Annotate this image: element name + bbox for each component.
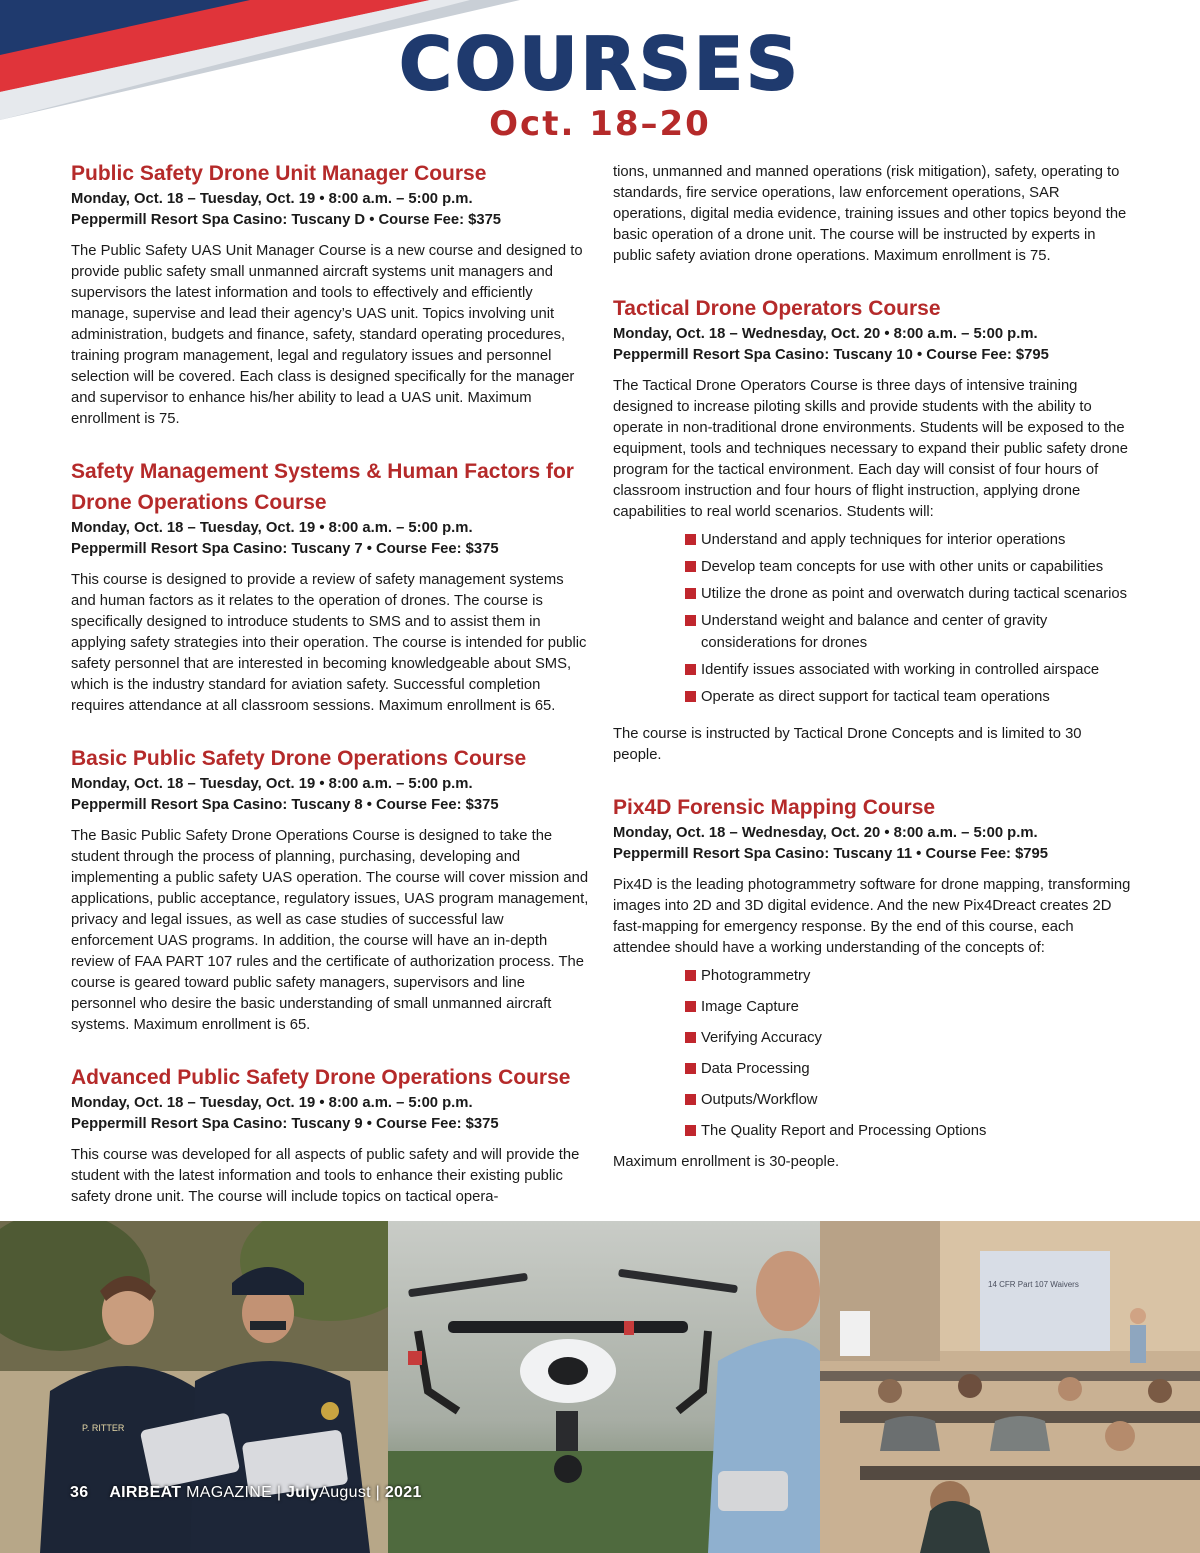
course-advanced-operations <box>71 1062 589 1208</box>
list-item: Understand and apply techniques for interior operations <box>685 529 1133 551</box>
list-item: Operate as direct support for tactical team operations <box>685 686 1133 708</box>
badge-name <box>78 1421 130 1433</box>
course-where: Peppermill Resort Spa Casino: Tuscany 8 • Course Fee: $375 <box>71 797 499 813</box>
magazine-word: MAGAZINE <box>186 1484 273 1501</box>
square-bullet-icon <box>685 1032 696 1043</box>
drone-photo <box>388 1221 820 1553</box>
classroom-photo <box>820 1221 1200 1553</box>
course-when: Monday, Oct. 18 – Tuesday, Oct. 19 • 8:00 a.m. – 5:00 p.m. <box>71 1095 473 1111</box>
course-where: Peppermill Resort Spa Casino: Tuscany 10 • Course Fee: $795 <box>613 347 1049 363</box>
course-title: Safety Management Systems & Human Factors for Drone Operations Course <box>71 460 574 514</box>
list-item: Image Capture <box>685 996 1133 1018</box>
course-description: This course is designed to provide a review of safety management systems and human factors as it relates to the operation of drones. The course is specifically designed to introduce students to SMS and to assist them in applying safety strategies into their operation. The course is intended for public safety personnel that are interested in becoming knowledgeable about SMS, which is the industry standard for aviation safety. Successful completion requires attendance at all classroom sessions. Maximum enrollment is 65. <box>71 572 587 714</box>
course-when: Monday, Oct. 18 – Wednesday, Oct. 20 • 8:00 a.m. – 5:00 p.m. <box>613 326 1038 342</box>
issue-month: July <box>286 1484 320 1501</box>
officers-photo <box>0 1221 388 1553</box>
course-description: The Public Safety UAS Unit Manager Course is a new course and designed to provide public safety small unmanned aircraft systems unit managers and supervisors the latest information and tools to effectively and efficiently manage, supervise and lead their agency’s UAS unit. Topics involving unit administration, budgets and finance, safety, standard operating procedures, training program management, legal and regulatory issues and personnel selection will be covered. Each class is designed specifically for the manager and supervisor to enhance his/her ability to lead a UAS unit. Maximum enrollment is 75. <box>71 243 583 427</box>
course-description: Pix4D is the leading photogrammetry software for drone mapping, transforming images into 2D and 3D digital evidence. And the new Pix4Dreact creates 2D fast-mapping for emergency response. By the end of this course, each attendee should have a working understanding of the concepts of: <box>613 877 1131 956</box>
course-title: Advanced Public Safety Drone Operations Course <box>71 1066 571 1089</box>
square-bullet-icon <box>685 1094 696 1105</box>
page-title: COURSES <box>399 22 801 106</box>
list-item: Identify issues associated with working in controlled airspace <box>685 659 1133 681</box>
page-dates: Oct. 18–20 <box>489 104 711 144</box>
svg-text:P. RITTER: P. RITTER <box>82 1423 125 1433</box>
course-title: Tactical Drone Operators Course <box>613 297 941 320</box>
course-when: Monday, Oct. 18 – Tuesday, Oct. 19 • 8:00 a.m. – 5:00 p.m. <box>71 520 473 536</box>
projector-screen <box>980 1251 1110 1351</box>
course-description-continued: tions, unmanned and manned operations (risk mitigation), safety, operating to standards, fire service operations, law enforcement operations, SAR operations, digital media evidence, training issues and other topics beyond the basic operation of a drone unit. The course will be instructed by experts in public safety aviation drone operations. Maximum enrollment is 75. <box>613 164 1127 264</box>
course-where: Peppermill Resort Spa Casino: Tuscany 7 • Course Fee: $375 <box>71 541 499 557</box>
square-bullet-icon <box>685 534 696 545</box>
list-item: The Quality Report and Processing Options <box>685 1120 1133 1142</box>
course-when: Monday, Oct. 18 – Wednesday, Oct. 20 • 8:00 a.m. – 5:00 p.m. <box>613 825 1038 841</box>
course-basic-operations <box>71 743 589 1036</box>
page-number: 36 <box>70 1484 89 1501</box>
right-column <box>613 158 1133 1199</box>
course-note: The course is instructed by Tactical Drone Concepts and is limited to 30 people. <box>613 726 1082 763</box>
issue-year: 2021 <box>384 1484 422 1501</box>
course-sms-human-factors <box>71 456 589 717</box>
square-bullet-icon <box>685 970 696 981</box>
course-title: Pix4D Forensic Mapping Course <box>613 796 936 819</box>
square-bullet-icon <box>685 664 696 675</box>
course-where: Peppermill Resort Spa Casino: Tuscany 11 • Course Fee: $795 <box>613 846 1048 862</box>
square-bullet-icon <box>685 1125 696 1136</box>
course-unit-manager <box>71 158 589 430</box>
course-tactical <box>613 293 1133 766</box>
course-pix4d <box>613 792 1133 1173</box>
list-item: Verifying Accuracy <box>685 1027 1133 1049</box>
square-bullet-icon <box>685 561 696 572</box>
square-bullet-icon <box>685 588 696 599</box>
course-title: Public Safety Drone Unit Manager Course <box>71 162 487 185</box>
square-bullet-icon <box>685 1001 696 1012</box>
list-item: Utilize the drone as point and overwatch during tactical scenarios <box>685 583 1133 605</box>
pix4d-bullet-list <box>685 965 1133 1142</box>
left-column <box>71 158 589 1234</box>
page-footer: 36 AIRBEAT MAGAZINE | JulyAugust | 2021 <box>70 1484 422 1501</box>
screen-title: 14 CFR Part 107 Waivers <box>988 1280 1079 1289</box>
square-bullet-icon <box>685 1063 696 1074</box>
list-item: Photogrammetry <box>685 965 1133 987</box>
list-item: Develop team concepts for use with other units or capabilities <box>685 556 1133 578</box>
course-when: Monday, Oct. 18 – Tuesday, Oct. 19 • 8:00 a.m. – 5:00 p.m. <box>71 776 473 792</box>
list-item: Outputs/Workflow <box>685 1089 1133 1111</box>
course-when: Monday, Oct. 18 – Tuesday, Oct. 19 • 8:00 a.m. – 5:00 p.m. <box>71 191 473 207</box>
square-bullet-icon <box>685 691 696 702</box>
course-where: Peppermill Resort Spa Casino: Tuscany D • Course Fee: $375 <box>71 212 502 228</box>
course-title: Basic Public Safety Drone Operations Course <box>71 747 527 770</box>
photo-strip <box>0 1221 1200 1553</box>
square-bullet-icon <box>685 615 696 626</box>
course-where: Peppermill Resort Spa Casino: Tuscany 9 • Course Fee: $375 <box>71 1116 499 1132</box>
magazine-brand: AIRBEAT <box>109 1484 182 1501</box>
list-item: Understand weight and balance and center of gravity considerations for drones <box>685 610 1133 654</box>
course-description: This course was developed for all aspects of public safety and will provide the student with the latest information and tools to enhance their existing public safety drone unit. The course will include topics on tactical opera- <box>71 1147 580 1205</box>
list-item: Data Processing <box>685 1058 1133 1080</box>
course-note: Maximum enrollment is 30-people. <box>613 1154 840 1170</box>
course-description: The Tactical Drone Operators Course is three days of intensive training designed to increase piloting skills and provide students with the ability to operate in non-traditional drone environments. Students will be exposed to the equipment, tools and techniques necessary to expand their public safety drone program for the tactical environment. Each day will consist of four hours of classroom instruction and four hours of flight instruction, applying drone capabilities to real world scenarios. Students will: <box>613 378 1128 520</box>
tactical-bullet-list <box>685 529 1133 708</box>
course-description: The Basic Public Safety Drone Operations Course is designed to take the student through the process of planning, purchasing, developing and implementing a public safety UAS operation. The course will cover mission and applications, public acceptance, regulatory issues, UAS program management, privacy and legal issues, as well as case studies of successful law enforcement UAS programs. In addition, the course will have an in-depth review of FAA PART 107 rules and the certificate of authorization process. The course is geared toward public safety managers, supervisors and line personnel who desire the basic understanding of small unmanned aircraft systems. Maximum enrollment is 65. <box>71 828 589 1033</box>
